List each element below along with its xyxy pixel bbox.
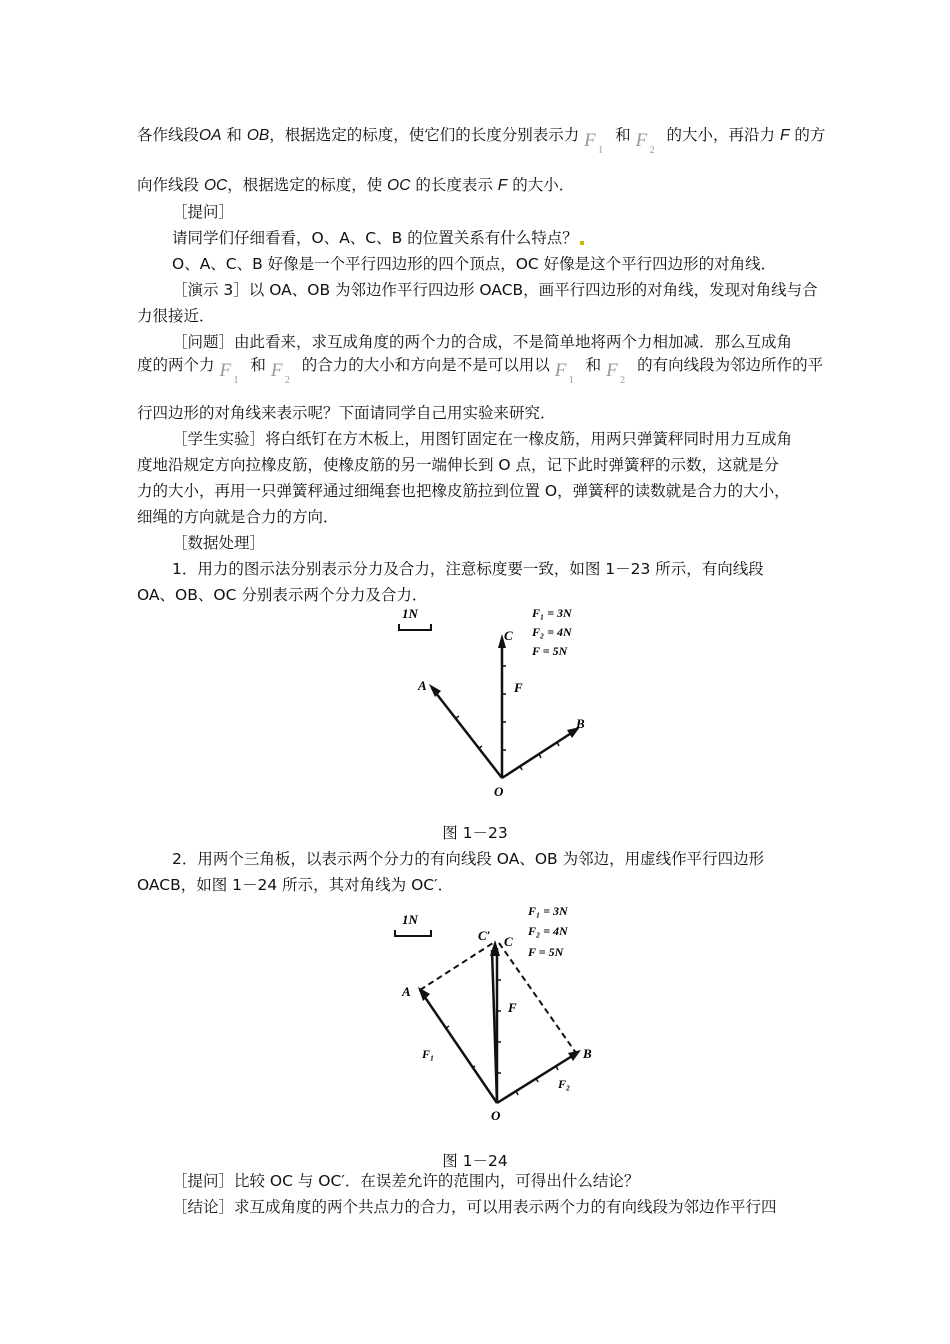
text: ，根据选定的标度，使它们的长度分别表示力 — [269, 126, 580, 144]
scale-label: 1N — [402, 606, 418, 621]
arrowhead-b — [568, 1050, 581, 1061]
text: 的方 — [794, 126, 826, 144]
line-answer: O、A、C、B 好像是一个平行四边形的四个顶点，OC 好像是这个平行四边形的对角线． — [172, 255, 777, 273]
symbol-f1: F 1 — [584, 130, 604, 156]
label-b: B — [576, 716, 585, 731]
text: 和 — [585, 356, 602, 374]
legend-f: F = 5N — [532, 644, 568, 658]
line-data-heading: ［数据处理］ — [172, 534, 266, 552]
symbol-f: F — [779, 127, 790, 144]
text: 向作线段 — [137, 176, 200, 194]
dashed-ac — [420, 943, 493, 990]
label-c-prime: C′ — [478, 928, 491, 943]
symbol-oa: OA — [199, 127, 222, 144]
legend-f: F = 5N — [528, 945, 564, 959]
scale-bar — [395, 930, 431, 936]
label-a: A — [418, 678, 427, 693]
arrowhead-a — [418, 987, 430, 1001]
paragraph-line-1 — [137, 122, 826, 156]
marker-dot — [580, 241, 584, 245]
line-experiment: ［学生实验］将白纸钉在方木板上，用图钉固定在一橡皮筋，用两只弹簧秤同时用力互成角 — [172, 430, 793, 448]
figure-caption-1-23: 图 1－23 — [442, 824, 508, 842]
text: 的大小，再沿力 — [666, 126, 776, 144]
line-step-2: 2．用两个三角板，以表示两个分力的有向线段 OA、OB 为邻边，用虚线作平行四边形 — [172, 850, 765, 868]
text: 请同学们仔细看看，O、A、C、B 的位置关系有什么特点？ — [172, 229, 578, 247]
symbol-f1: F 1 — [554, 360, 574, 386]
symbol-f2: F 2 — [270, 360, 290, 386]
symbol-f2: F 2 — [635, 130, 655, 156]
text: 和 — [250, 356, 266, 374]
line-demo: ［演示 3］以 OA、OB 为邻边作平行四边形 OACB，画平行四边形的对角线，发现对角线与合 — [172, 281, 818, 299]
symbol-oc: OC — [387, 177, 411, 194]
line-experiment-3: 力的大小，再用一只弹簧秤通过细绳套也把橡皮筋拉到位置 O，弹簧秤的读数就是合力的大小， — [137, 482, 790, 500]
symbol-f1: F 1 — [219, 360, 239, 386]
symbol-f: F — [497, 177, 508, 194]
line-experiment-4: 细绳的方向就是合力的方向． — [137, 508, 339, 526]
label-f2: F₂ — [558, 1077, 571, 1091]
vector-oa — [432, 688, 502, 778]
line-step-1-cont: OA、OB、OC 分别表示两个分力及合力． — [137, 586, 428, 604]
legend-f1: F₁ = 3N — [532, 606, 572, 620]
line-experiment-2: 度地沿规定方向拉橡皮筋，使橡皮筋的另一端伸长到 O 点，记下此时弹簧秤的示数，这就是分 — [137, 456, 780, 474]
tick-marks — [456, 666, 559, 770]
figure-1-23 — [380, 600, 620, 800]
paragraph-line-2 — [137, 172, 817, 199]
legend-f2: F₂ = 4N — [532, 625, 572, 639]
text: 的大小． — [512, 176, 575, 194]
text: 度的两个力 — [137, 356, 215, 374]
line-question-heading: ［提问］ — [172, 203, 235, 221]
symbol-ob: OB — [246, 127, 270, 144]
text: 的长度表示 — [415, 176, 493, 194]
figure-1-24 — [380, 898, 620, 1124]
figure-caption-1-24: 图 1－24 — [442, 1152, 508, 1170]
arrowhead-a — [429, 684, 441, 697]
legend-f2: F₂ = 4N — [528, 924, 568, 938]
label-a: A — [402, 984, 411, 999]
dashed-cb — [499, 943, 576, 1053]
symbol-f2: F 2 — [606, 360, 626, 386]
text: ，根据选定的标度，使 — [227, 176, 383, 194]
label-o: O — [494, 784, 504, 799]
line-question-2: ［提问］比较 OC 与 OC′．在误差允许的范围内，可得出什么结论？ — [172, 1172, 640, 1190]
label-f1: F₁ — [422, 1047, 435, 1061]
line-problem-cont — [137, 352, 824, 386]
symbol-oc: OC — [203, 177, 228, 194]
label-o: O — [491, 1108, 501, 1123]
text: 和 — [226, 126, 242, 144]
text: OACB，如图 1－24 所示，其对角线为 OC′． — [137, 876, 454, 894]
label-f: F — [514, 680, 523, 695]
label-f: F — [508, 1000, 517, 1015]
line-step-1: 1．用力的图示法分别表示分力及合力，注意标度要一致，如图 1－23 所示，有向线段 — [172, 560, 764, 578]
text: 的有向线段为邻边所作的平 — [637, 356, 824, 374]
arrowhead-c — [490, 940, 500, 956]
line-conclusion: ［结论］求互成角度的两个共点力的合力，可以用表示两个力的有向线段为邻边作平行四 — [172, 1198, 777, 1216]
legend-f1: F₁ = 3N — [528, 904, 568, 918]
text: 的合力的大小和方向是不是可以用以 — [301, 356, 550, 374]
scale-bar — [399, 624, 431, 630]
label-c: C — [504, 934, 513, 949]
scale-label: 1N — [402, 912, 418, 927]
text: 和 — [615, 126, 631, 144]
text: 各作线段 — [137, 126, 200, 144]
label-c: C — [504, 628, 513, 643]
line-step-2-cont — [137, 872, 817, 898]
line-problem-end: 行四边形的对角线来表示呢？下面请同学自己用实验来研究． — [137, 404, 556, 422]
line-question — [172, 225, 817, 251]
label-b: B — [583, 1046, 592, 1061]
tick-marks — [446, 980, 558, 1095]
line-demo-cont: 力很接近． — [137, 307, 215, 325]
line-problem: ［问题］由此看来，求互成角度的两个力的合成，不是简单地将两个力相加减．那么互成角 — [172, 333, 793, 351]
